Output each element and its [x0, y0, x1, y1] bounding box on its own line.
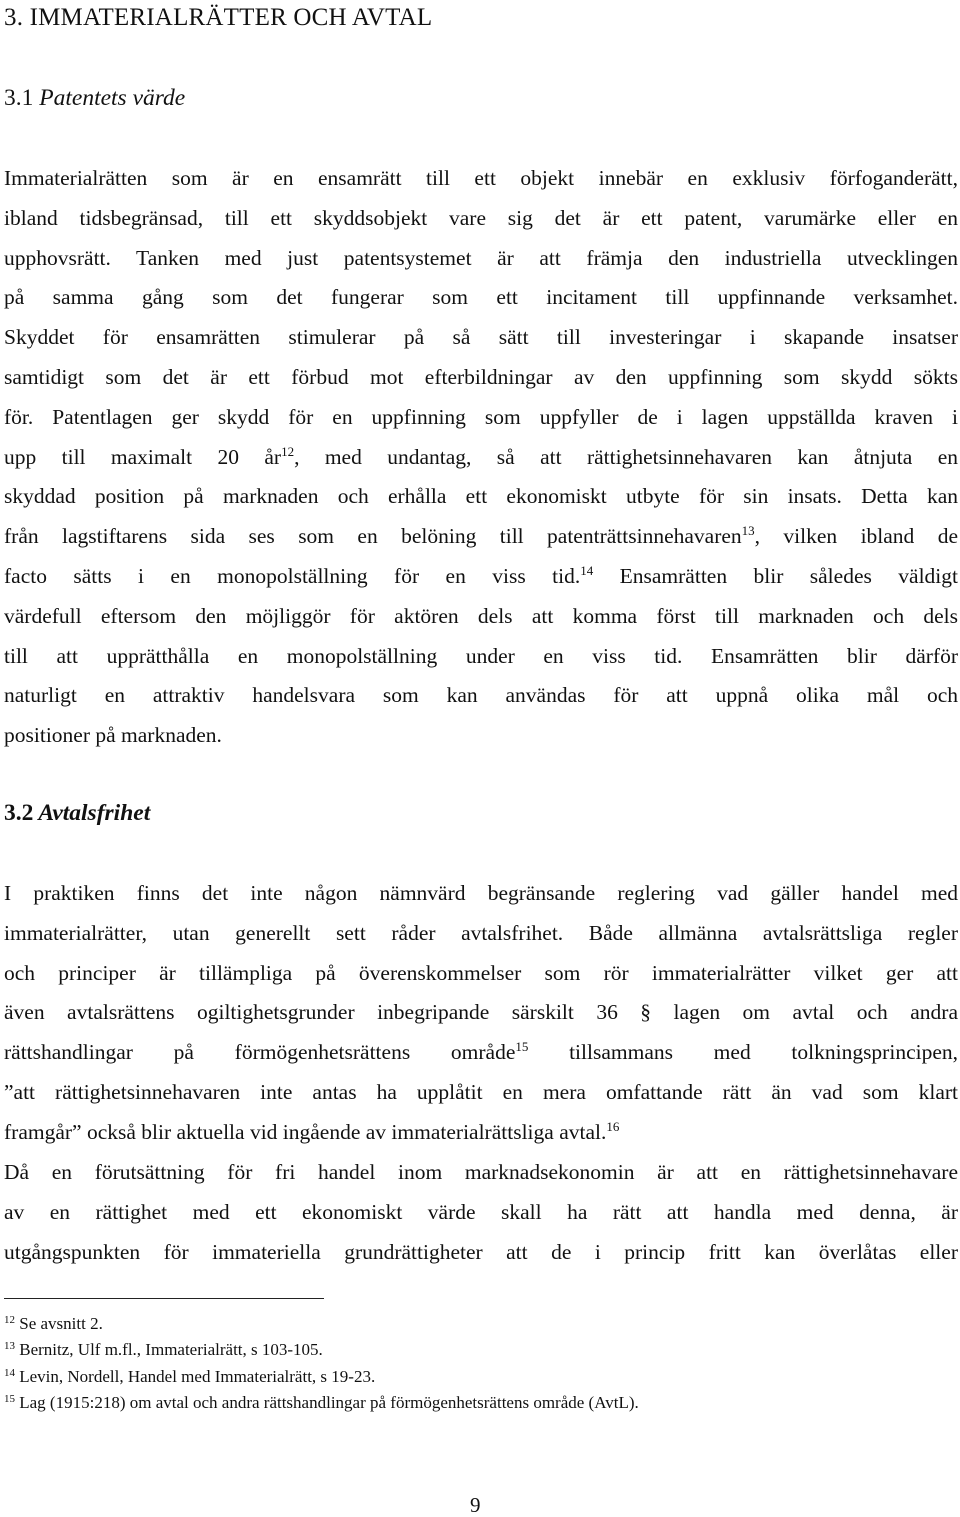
text-line	[4, 199, 958, 239]
text-segment: framgår” också blir aktuella vid ingående av immaterialrättsliga avtal.	[4, 1119, 607, 1144]
text-line	[4, 1233, 958, 1273]
footnote-number: 14	[4, 1366, 15, 1379]
text-line	[4, 358, 958, 398]
footnote-item	[4, 1390, 639, 1416]
text-segment: upp till maximalt 20 år	[4, 444, 282, 469]
footnote-item	[4, 1364, 639, 1390]
text-segment: , vilken ibland de	[754, 524, 958, 549]
text-segment: på samma gång som det fungerar som ett incitament till uppfinnande verksamhet.	[4, 285, 958, 310]
section-number: 3.1	[4, 85, 34, 111]
text-segment: facto sätts i en monopolställning för en viss tid.	[4, 563, 581, 588]
text-line	[4, 278, 958, 318]
text-line	[4, 676, 958, 716]
text-line	[4, 438, 958, 478]
footnote-number: 13	[4, 1340, 15, 1353]
text-segment: utgångspunkten för immateriella grundrättigheter att de i princip fritt kan överlåtas eller	[4, 1239, 958, 1264]
section-title-text: Patentets värde	[39, 85, 186, 111]
text-line	[4, 398, 958, 438]
text-segment: och principer är tillämpliga på överenskommelser som rör immaterialrätter vilket ger att	[4, 960, 958, 985]
section-heading-patentets-varde	[4, 83, 185, 113]
footnote-item	[4, 1337, 639, 1363]
text-segment: tillsammans med tolkningsprincipen,	[528, 1040, 958, 1065]
text-segment: skyddad position på marknaden och erhålla ett ekonomiskt utbyte för sin insats. Detta kan	[4, 484, 958, 509]
text-segment: till att upprätthålla en monopolställning under en viss tid. Ensamrätten blir därför	[4, 643, 958, 668]
paragraph-patentets-varde	[4, 159, 958, 756]
text-segment: positioner på marknaden.	[4, 723, 222, 748]
footnotes	[4, 1311, 639, 1416]
text-line	[4, 716, 958, 756]
footnote-reference: 13	[741, 523, 755, 539]
text-segment: samtidigt som det är ett förbud mot efterbildningar av den uppfinning som skydd sökts	[4, 364, 958, 389]
footnote-number: 15	[4, 1392, 15, 1405]
text-segment: Skyddet för ensamrätten stimulerar på så sätt till investeringar i skapande insatser	[4, 325, 958, 350]
text-segment: värdefull eftersom den möjliggör för aktören dels att komma först till marknaden och dels	[4, 603, 958, 628]
footnote-text: Bernitz, Ulf m.fl., Immaterialrätt, s 103-105.	[15, 1340, 323, 1360]
section-title-text: Avtalsfrihet	[38, 800, 151, 826]
section-heading-avtalsfrihet	[4, 798, 150, 828]
footnote-text: Lag (1915:218) om avtal och andra rättshandlingar på förmögenhetsrättens område (AvtL).	[15, 1392, 639, 1412]
text-line	[4, 914, 958, 954]
footnote-reference: 12	[281, 443, 295, 459]
footnote-number: 12	[4, 1314, 15, 1326]
text-segment: ibland tidsbegränsad, till ett skyddsobjekt vare sig det är ett patent, varumärke eller en	[4, 205, 958, 230]
text-line	[4, 318, 958, 358]
text-segment: , med undantag, så att rättighetsinnehavaren kan åtnjuta en	[294, 444, 958, 469]
text-segment: immaterialrätter, utan generellt sett råder avtalsfrihet. Både allmänna avtalsrättsliga regler	[4, 920, 958, 945]
paragraph-avtalsfrihet-2	[4, 1153, 958, 1272]
text-line	[4, 1153, 958, 1193]
text-segment: för. Patentlagen ger skydd för en uppfinning som uppfyller de i lagen uppställda kraven i	[4, 404, 958, 429]
footnote-text: Levin, Nordell, Handel med Immaterialrätt, s 19-23.	[15, 1366, 376, 1386]
text-segment: upphovsrätt. Tanken med just patentsystemet är att främja den industriella utvecklingen	[4, 245, 958, 270]
text-line	[4, 477, 958, 517]
text-segment: Immaterialrätten som är en ensamrätt till ett objekt innebär en exklusiv förfoganderätt,	[4, 166, 958, 190]
text-line	[4, 874, 958, 914]
text-line	[4, 557, 958, 597]
paragraph-avtalsfrihet-1	[4, 874, 958, 1153]
text-segment: Då en förutsättning för fri handel inom marknadsekonomin är att en rättighetsinnehavare	[4, 1160, 958, 1184]
text-line	[4, 159, 958, 199]
page-number: 9	[470, 1493, 481, 1517]
text-line	[4, 1193, 958, 1233]
text-line	[4, 517, 958, 557]
section-number: 3.2	[4, 800, 34, 826]
footnote-reference: 15	[515, 1039, 529, 1055]
footnote-item	[4, 1311, 639, 1337]
text-line	[4, 1033, 958, 1073]
text-segment: Ensamrätten blir således väldigt	[593, 563, 958, 588]
text-line	[4, 637, 958, 677]
footnote-separator	[4, 1298, 324, 1299]
footnote-reference: 16	[606, 1118, 620, 1134]
text-segment: ”att rättighetsinnehavaren inte antas ha upplåtit en mera omfattande rätt än vad som klart	[4, 1079, 958, 1104]
footnote-text: Se avsnitt 2.	[15, 1314, 103, 1333]
text-segment: från lagstiftarens sida ses som en belöning till patenträttsinnehavaren	[4, 524, 742, 549]
text-segment: rättshandlingar på förmögenhetsrättens område	[4, 1040, 516, 1065]
text-segment: av en rättighet med ett ekonomiskt värde skall ha rätt att handla med denna, är	[4, 1199, 958, 1224]
text-segment: även avtalsrättens ogiltighetsgrunder inbegripande särskilt 36 § lagen om avtal och andra	[4, 1000, 958, 1025]
footnote-reference: 14	[580, 562, 594, 578]
text-line	[4, 954, 958, 994]
text-line	[4, 993, 958, 1033]
chapter-title: 3. IMMATERIALRÄTTER OCH AVTAL	[4, 4, 433, 31]
text-segment: naturligt en attraktiv handelsvara som kan användas för att uppnå olika mål och	[4, 683, 958, 708]
text-line	[4, 1113, 958, 1153]
text-line	[4, 597, 958, 637]
text-line	[4, 1073, 958, 1113]
text-segment: I praktiken finns det inte någon nämnvärd begränsande reglering vad gäller handel med	[4, 881, 958, 905]
text-line	[4, 239, 958, 279]
